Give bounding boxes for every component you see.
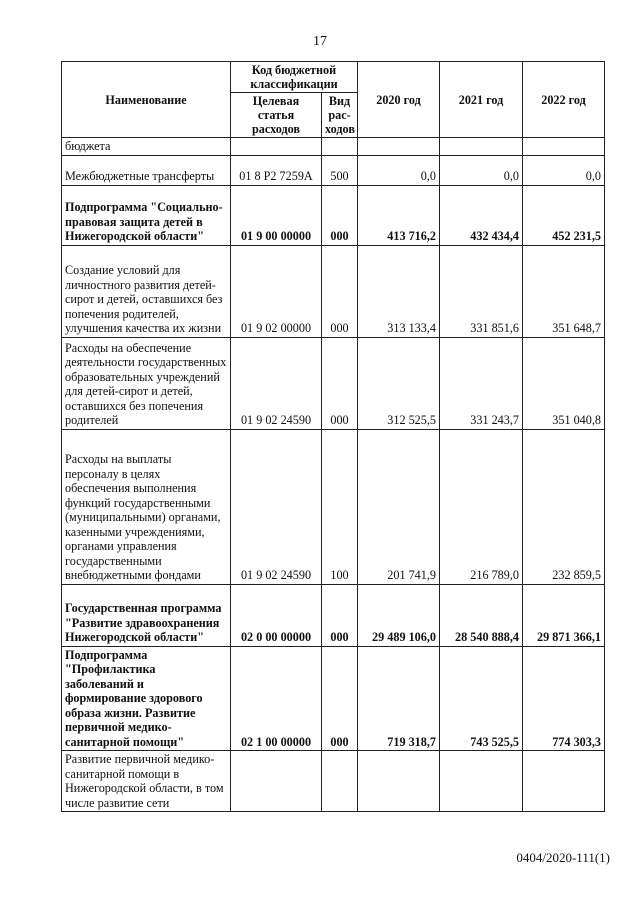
page-number: 17: [313, 34, 327, 49]
row-name: Межбюджетные трансферты: [62, 155, 231, 185]
header-kbk: Код бюджетной классификации: [231, 62, 358, 93]
row-value-2020: [358, 138, 440, 156]
header-2020: 2020 год: [358, 62, 440, 138]
table-row: [62, 138, 605, 156]
row-value-2022: 452 231,5: [523, 185, 605, 245]
row-value-2020: 313 133,4: [358, 245, 440, 337]
row-value-2022: 29 871 366,1: [523, 584, 605, 646]
row-value-2021: 331 851,6: [440, 245, 523, 337]
row-value-2021: 331 243,7: [440, 337, 523, 429]
document-code: 0404/2020-111(1): [516, 850, 610, 865]
row-expense-type: 000: [322, 245, 358, 337]
row-name: бюджета: [62, 138, 231, 156]
row-value-2020: 413 716,2: [358, 185, 440, 245]
table-row: [62, 751, 605, 812]
row-target-code: [231, 138, 322, 156]
row-expense-type: [322, 751, 358, 812]
row-value-2021: [440, 751, 523, 812]
row-expense-type: 000: [322, 646, 358, 751]
row-value-2022: [523, 138, 605, 156]
row-target-code: [231, 751, 322, 812]
row-expense-type: 100: [322, 429, 358, 584]
row-expense-type: 500: [322, 155, 358, 185]
header-vid: Вид рас-ходов: [322, 93, 358, 138]
row-value-2021: [440, 138, 523, 156]
row-name: Подпрограмма "Социально-правовая защита детей в Нижегородской области": [62, 185, 231, 245]
header-name: Наименование: [62, 62, 231, 138]
table-row: [62, 185, 605, 245]
row-value-2021: 28 540 888,4: [440, 584, 523, 646]
row-value-2022: [523, 751, 605, 812]
row-name: Развитие первичной медико-санитарной помощи в Нижегородской области, в том числе развитие сети: [62, 751, 231, 812]
row-value-2022: 0,0: [523, 155, 605, 185]
budget-table: [61, 61, 605, 812]
row-target-code: 01 9 00 00000: [231, 185, 322, 245]
row-expense-type: 000: [322, 337, 358, 429]
row-value-2022: 351 040,8: [523, 337, 605, 429]
header-2021: 2021 год: [440, 62, 523, 138]
header-2022: 2022 год: [523, 62, 605, 138]
row-value-2020: 312 525,5: [358, 337, 440, 429]
row-value-2020: [358, 751, 440, 812]
row-target-code: 02 0 00 00000: [231, 584, 322, 646]
row-expense-type: [322, 138, 358, 156]
row-name: Расходы на выплаты персоналу в целях обеспечения выполнения функций государственными (муниципальными) органами, казенными учреждениями, органами управления государственными внебюджетными фондами: [62, 429, 231, 584]
row-target-code: 01 9 02 24590: [231, 429, 322, 584]
row-value-2021: 432 434,4: [440, 185, 523, 245]
table-body: [62, 138, 605, 812]
table-row: [62, 155, 605, 185]
table-row: [62, 429, 605, 584]
row-name: Создание условий для личностного развития детей-сирот и детей, оставшихся без попечения родителей, улучшения качества их жизни: [62, 245, 231, 337]
row-expense-type: 000: [322, 185, 358, 245]
row-name: Подпрограмма "Профилактика заболеваний и формирование здорового образа жизни. Развитие первичной медико-санитарной помощи": [62, 646, 231, 751]
row-value-2020: 201 741,9: [358, 429, 440, 584]
row-name: Расходы на обеспечение деятельности государственных образовательных учреждений для детей-сирот и детей, оставшихся без попечения родителей: [62, 337, 231, 429]
table-header: [62, 62, 605, 138]
row-value-2021: 216 789,0: [440, 429, 523, 584]
row-target-code: 01 8 P2 7259A: [231, 155, 322, 185]
row-target-code: 02 1 00 00000: [231, 646, 322, 751]
row-value-2021: 0,0: [440, 155, 523, 185]
row-expense-type: 000: [322, 584, 358, 646]
row-target-code: 01 9 02 24590: [231, 337, 322, 429]
table-row: [62, 646, 605, 751]
table-row: [62, 337, 605, 429]
row-value-2022: 232 859,5: [523, 429, 605, 584]
row-value-2022: 774 303,3: [523, 646, 605, 751]
row-value-2021: 743 525,5: [440, 646, 523, 751]
row-value-2022: 351 648,7: [523, 245, 605, 337]
row-value-2020: 29 489 106,0: [358, 584, 440, 646]
row-value-2020: 0,0: [358, 155, 440, 185]
table-row: [62, 245, 605, 337]
row-target-code: 01 9 02 00000: [231, 245, 322, 337]
table-row: [62, 584, 605, 646]
row-name: Государственная программа "Развитие здравоохранения Нижегородской области": [62, 584, 231, 646]
header-target: Целевая статья расходов: [231, 93, 322, 138]
row-value-2020: 719 318,7: [358, 646, 440, 751]
